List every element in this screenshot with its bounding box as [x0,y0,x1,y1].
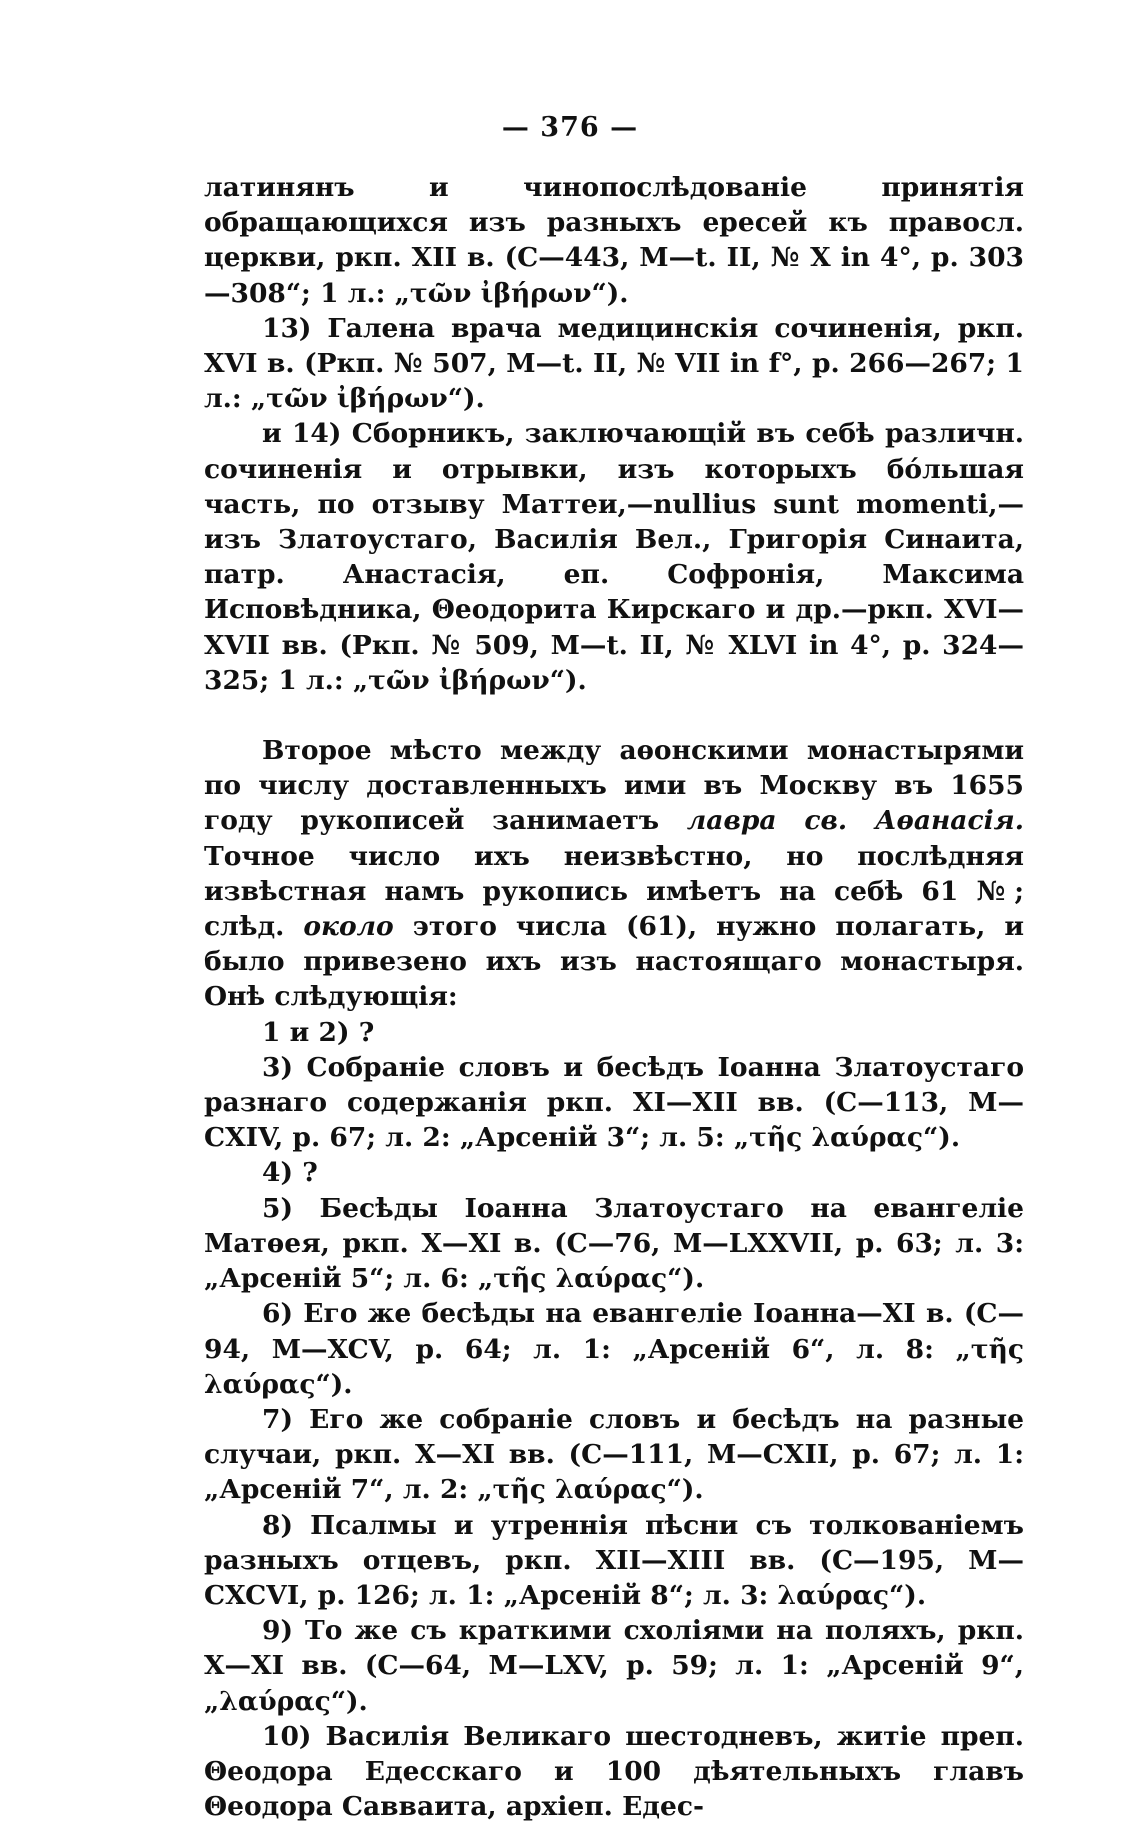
lavra-italic-okolo: около [303,911,394,943]
page-number: — 376 — [501,112,639,143]
paragraph-item-4: 4) ? [262,1157,318,1189]
paragraph-item-8: 8) Псалмы и утреннія пѣсни съ толкованіемъ разныхъ отцевъ, ркп. XII—XIII вв. (С—195, М—CXCVI, p. 126; л. 1: „Арсеній 8“; л. 3: λαύρας“). [204,1509,1024,1611]
paragraph-item-1-2: 1 и 2) ? [262,1016,375,1048]
lavra-text-after: этого числа (61), нужно полагать, и было привезено ихъ изъ настоящаго монастыря. Онѣ слѣдующія: [204,911,1024,1013]
paragraph-item-5: 5) Бесѣды Іоанна Златоустаго на евангеліе Матѳея, ркп. X—XI в. (С—76, М—LXXVII, p. 63; л. 3: „Арсеній 5“; л. 6: „τῆς λαύρας“). [204,1192,1024,1295]
lavra-text-middle: Точное число ихъ неизвѣстно, но послѣдняя извѣстная намъ рукопись имѣетъ на себѣ 61 №; слѣд. [204,840,1024,943]
paragraph-item-3: 3) Собраніе словъ и бесѣдъ Іоанна Златоустаго разнаго содержанія ркп. XI—XII вв. (С—113, М—CXIV, p. 67; л. 2: „Арсеній 3“; л. 5: „τῆς λαύρας“). [204,1051,1024,1154]
paragraph-continuation: латинянъ и чинопослѣдованіе принятія обращающихся изъ разныхъ ересей къ правосл. церкви, ркп. XII в. (С—443, М—t. II, № X in 4°, p. 303—308“; 1 л.: „τῶν ἰβήρων“). [204,172,1024,309]
paragraph-item-6: 6) Его же бесѣды на евангеліе Іоанна—XI в. (С—94, М—XCV, p. 64; л. 1: „Арсеній 6“, л. 8: „τῆς λαύρας“). [204,1298,1024,1400]
paragraph-item-9: 9) То же съ краткими схоліями на поляхъ, ркп. X—XI вв. (С—64, М—LXV, p. 59; л. 1: „Арсеній 9“, „λαύρας“). [204,1615,1024,1717]
paragraph-lavra-intro [204,733,1024,1015]
lavra-italic-name: лавра св. Аѳанасія. [686,805,1024,837]
paragraph-item-10: 10) Василія Великаго шестодневъ, житіе преп. Θеодора Едесскаго и 100 дѣятельныхъ главъ Θеодора Саввaита, архіеп. Едес- [204,1720,1024,1823]
paragraph-item-7: 7) Его же собраніе словъ и бесѣдъ на разные случаи, ркп. X—XI вв. (С—111, М—CXII, p. 67; л. 1: „Арсеній 7“, л. 2: „τῆς λαύρας“). [204,1403,1024,1506]
paragraph-item-14: и 14) Сборникъ, заключающій въ себѣ различн. сочиненія и отрывки, изъ которыхъ бо́льшая часть, по отзыву Маттеи,—nullius sunt momenti,—изъ Златоустаго, Василія Вел., Григорія Синаита, патр. Анастасія, еп. Софронія, Максима Исповѣдника, Θеодорита Кирскаго и др.—ркп. XVI—XVII вв. (Ркп. № 509, М—t. II, № XLVI in 4°, p. 324—325; 1 л.: „τῶν ἰβήρων“). [204,418,1024,696]
lavra-text-before: Второе мѣсто между аѳонскими монастырями по числу доставленныхъ ими въ Москву въ 1655 году рукописей занимаетъ [204,735,1024,837]
text-body [204,170,1024,1824]
paragraph-item-13: 13) Галена врача медицинскія сочиненія, ркп. XVI в. (Ркп. № 507, М—t. II, № VII in f°, p. 266—267; 1 л.: „τῶν ἰβήρων“). [204,312,1024,415]
